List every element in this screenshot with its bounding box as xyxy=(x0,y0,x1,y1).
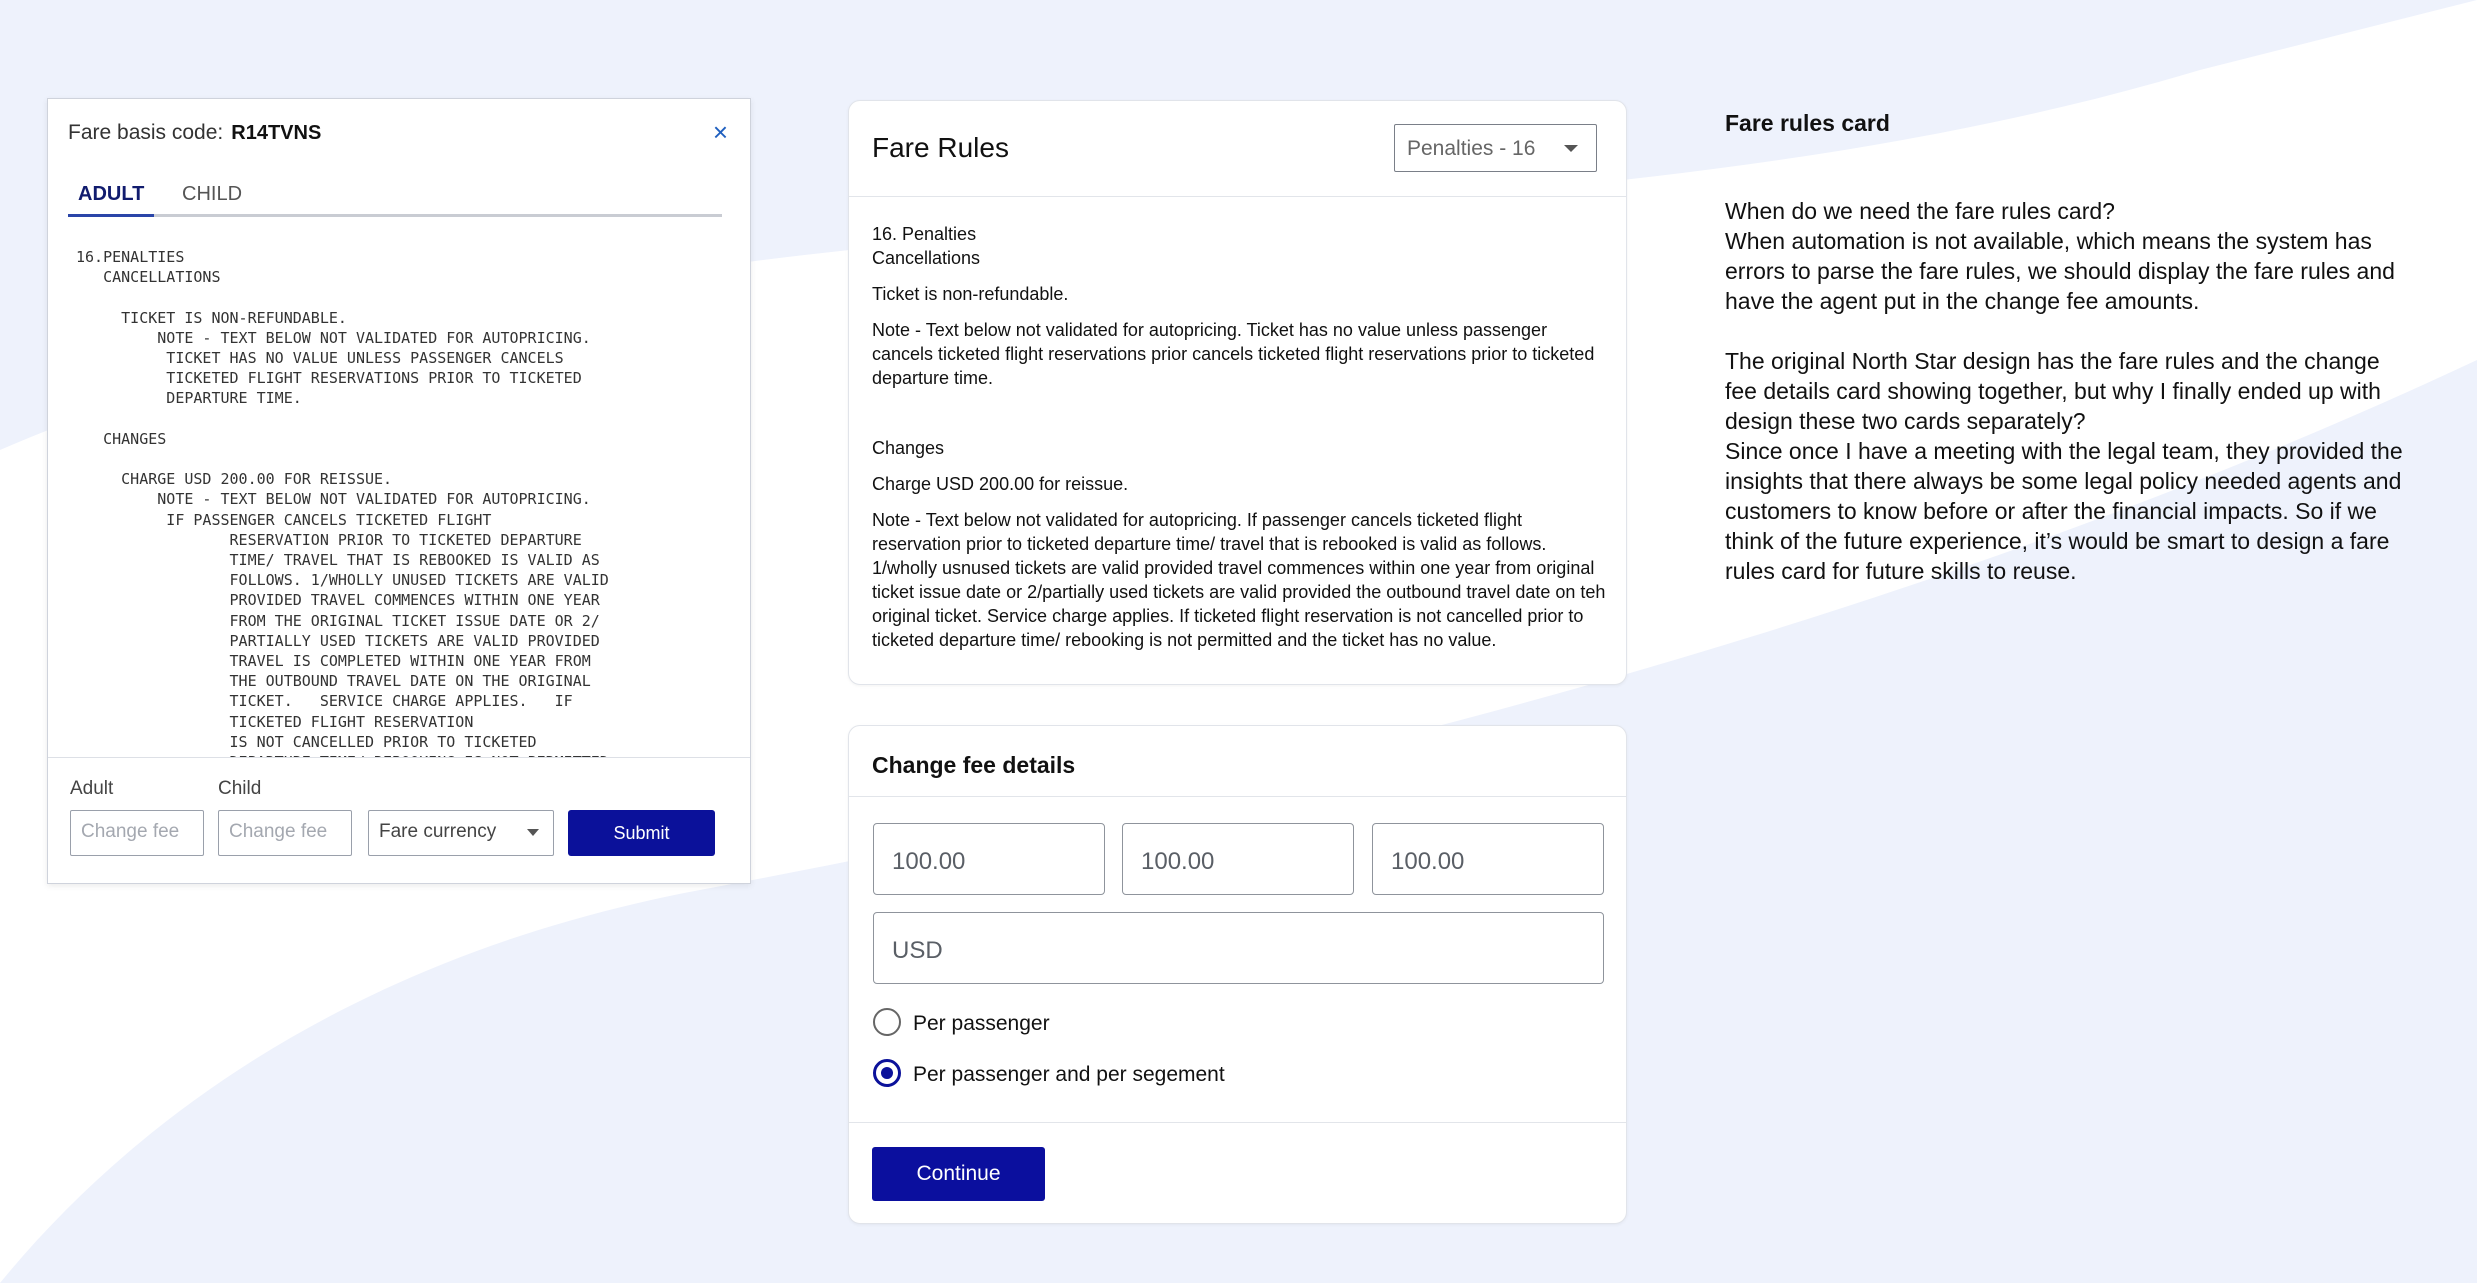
raw-fare-rules-text: 16.PENALTIES CANCELLATIONS TICKET IS NON-REFUNDABLE. NOTE - TEXT BELOW NOT VALIDATED FOR AUTOPRICING. TICKET HAS NO VALUE UNLESS PASSENGER CANCELS TICKETED FLIGHT RESERVATIONS PRIOR TO TICKETED DEPARTURE TIME. CHANGES CHARGE USD 200.00 FOR REISSUE. NOTE - TEXT BELOW NOT VALIDATED FOR AUTOPRICING. IF PASSENGER CANCELS TICKETED FLIGHT RESERVATION PRIOR TO TICKETED DEPARTURE TIME/ TRAVEL THAT IS REBOOKED IS VALID AS FOLLOWS. 1/WHOLLY UNUSED TICKETS ARE VALID PROVIDED TRAVEL COMMENCES WITHIN ONE YEAR FROM THE ORIGINAL TICKET ISSUE DATE OR 2/ PARTIALLY USED TICKETS ARE VALID PROVIDED TRAVEL IS COMPLETED WITHIN ONE YEAR FROM THE OUTBOUND TRAVEL DATE ON THE ORIGINAL TICKET. SERVICE CHARGE APPLIES. IF TICKETED FLIGHT RESERVATION IS NOT CANCELLED PRIOR TO TICKETED xyxy=(76,248,609,751)
rule-category-value: Penalties - 16 xyxy=(1407,137,1536,160)
changes-note: Note - Text below not validated for autopricing. If passenger cancels ticketed flight reservation prior to ticketed departure time/ travel that is rebooked is valid as follows. 1/wholly usnused tickets are valid provided travel commences within one year from original ticket issue date or 2/partially used tickets are valid provided the outbound travel date on teh original ticket. Service charge applies. If ticketed flight reservation is not cancelled prior to ticketed departure time/ rebooking is not permitted and the ticket has no value. xyxy=(872,510,1606,650)
radio-per-passenger[interactable] xyxy=(873,1008,901,1036)
chevron-down-icon xyxy=(527,829,539,836)
submit-button[interactable]: Submit xyxy=(568,810,715,856)
changes-heading: Changes xyxy=(872,438,945,458)
continue-button[interactable]: Continue xyxy=(872,1147,1045,1201)
notes-paragraph: Since once I have a meeting with the legal team, they provided the insights that there always be some legal policy needed agents and customers to know before or after the financial impacts. So if we think of the future experience, it’s would be smart to design a fare rules card for future skills to reuse. xyxy=(1725,438,2403,584)
fare-rules-card xyxy=(848,100,1627,685)
fare-rules-content xyxy=(872,222,1612,652)
fee-input-3[interactable]: 100.00 xyxy=(1372,823,1604,895)
change-fee-title: Change fee details xyxy=(872,752,1076,778)
cancellation-line: Ticket is non-refundable. xyxy=(872,284,1069,304)
fare-currency-select[interactable] xyxy=(368,810,554,856)
option-label: Per passenger and per segement xyxy=(913,1063,1225,1086)
rule-category-select[interactable] xyxy=(1394,124,1597,172)
chevron-down-icon xyxy=(1564,145,1578,152)
cancellation-note: Note - Text below not validated for autopricing. Ticket has no value unless passenger cancels ticketed flight reservations prior cancels ticketed flight reservations prior to ticketed departure time. xyxy=(872,320,1595,388)
option-label: Per passenger xyxy=(913,1012,1050,1035)
fare-rules-header xyxy=(849,101,1626,197)
adult-label: Adult xyxy=(70,778,114,799)
tab-adult[interactable]: ADULT xyxy=(68,183,154,217)
fare-basis-label: Fare basis code: xyxy=(68,121,224,144)
charge-line: Charge USD 200.00 for reissue. xyxy=(872,474,1129,494)
notes-paragraph: When automation is not available, which means the system has errors to parse the fare rules, we should display the fare rules and have the agent put in the change fee amounts. xyxy=(1725,228,2395,314)
tab-child[interactable]: CHILD xyxy=(182,183,243,205)
change-fee-header xyxy=(849,726,1626,797)
child-label: Child xyxy=(218,778,262,799)
rule-heading: 16. Penalties xyxy=(872,224,977,244)
fare-basis-code: R14TVNS xyxy=(231,122,322,144)
adult-change-fee-input[interactable]: Change fee xyxy=(70,810,204,856)
fee-input-1[interactable]: 100.00 xyxy=(873,823,1105,895)
rule-subheading: Cancellations xyxy=(872,248,981,268)
change-fee-card xyxy=(848,725,1627,1224)
close-icon[interactable]: × xyxy=(712,117,728,147)
fare-currency-value: Fare currency xyxy=(379,821,497,842)
notes-paragraph: When do we need the fare rules card? xyxy=(1725,198,2115,224)
currency-input[interactable]: USD xyxy=(873,912,1604,984)
notes-paragraph: The original North Star design has the fare rules and the change fee details card showing together, but why I finally ended up with design these two cards separately? xyxy=(1725,348,2381,434)
legacy-fare-rules-dialog xyxy=(47,98,751,884)
child-change-fee-input[interactable]: Change fee xyxy=(218,810,352,856)
fee-input-2[interactable]: 100.00 xyxy=(1122,823,1354,895)
design-notes xyxy=(1725,108,2405,586)
notes-title: Fare rules card xyxy=(1725,110,1890,136)
fare-rules-title: Fare Rules xyxy=(872,132,1009,163)
passenger-tabs xyxy=(68,183,722,217)
legacy-fee-entry-bar xyxy=(48,757,750,883)
radio-per-passenger-per-segment[interactable] xyxy=(873,1059,901,1087)
divider xyxy=(849,1122,1626,1123)
fare-basis-header xyxy=(68,121,321,145)
